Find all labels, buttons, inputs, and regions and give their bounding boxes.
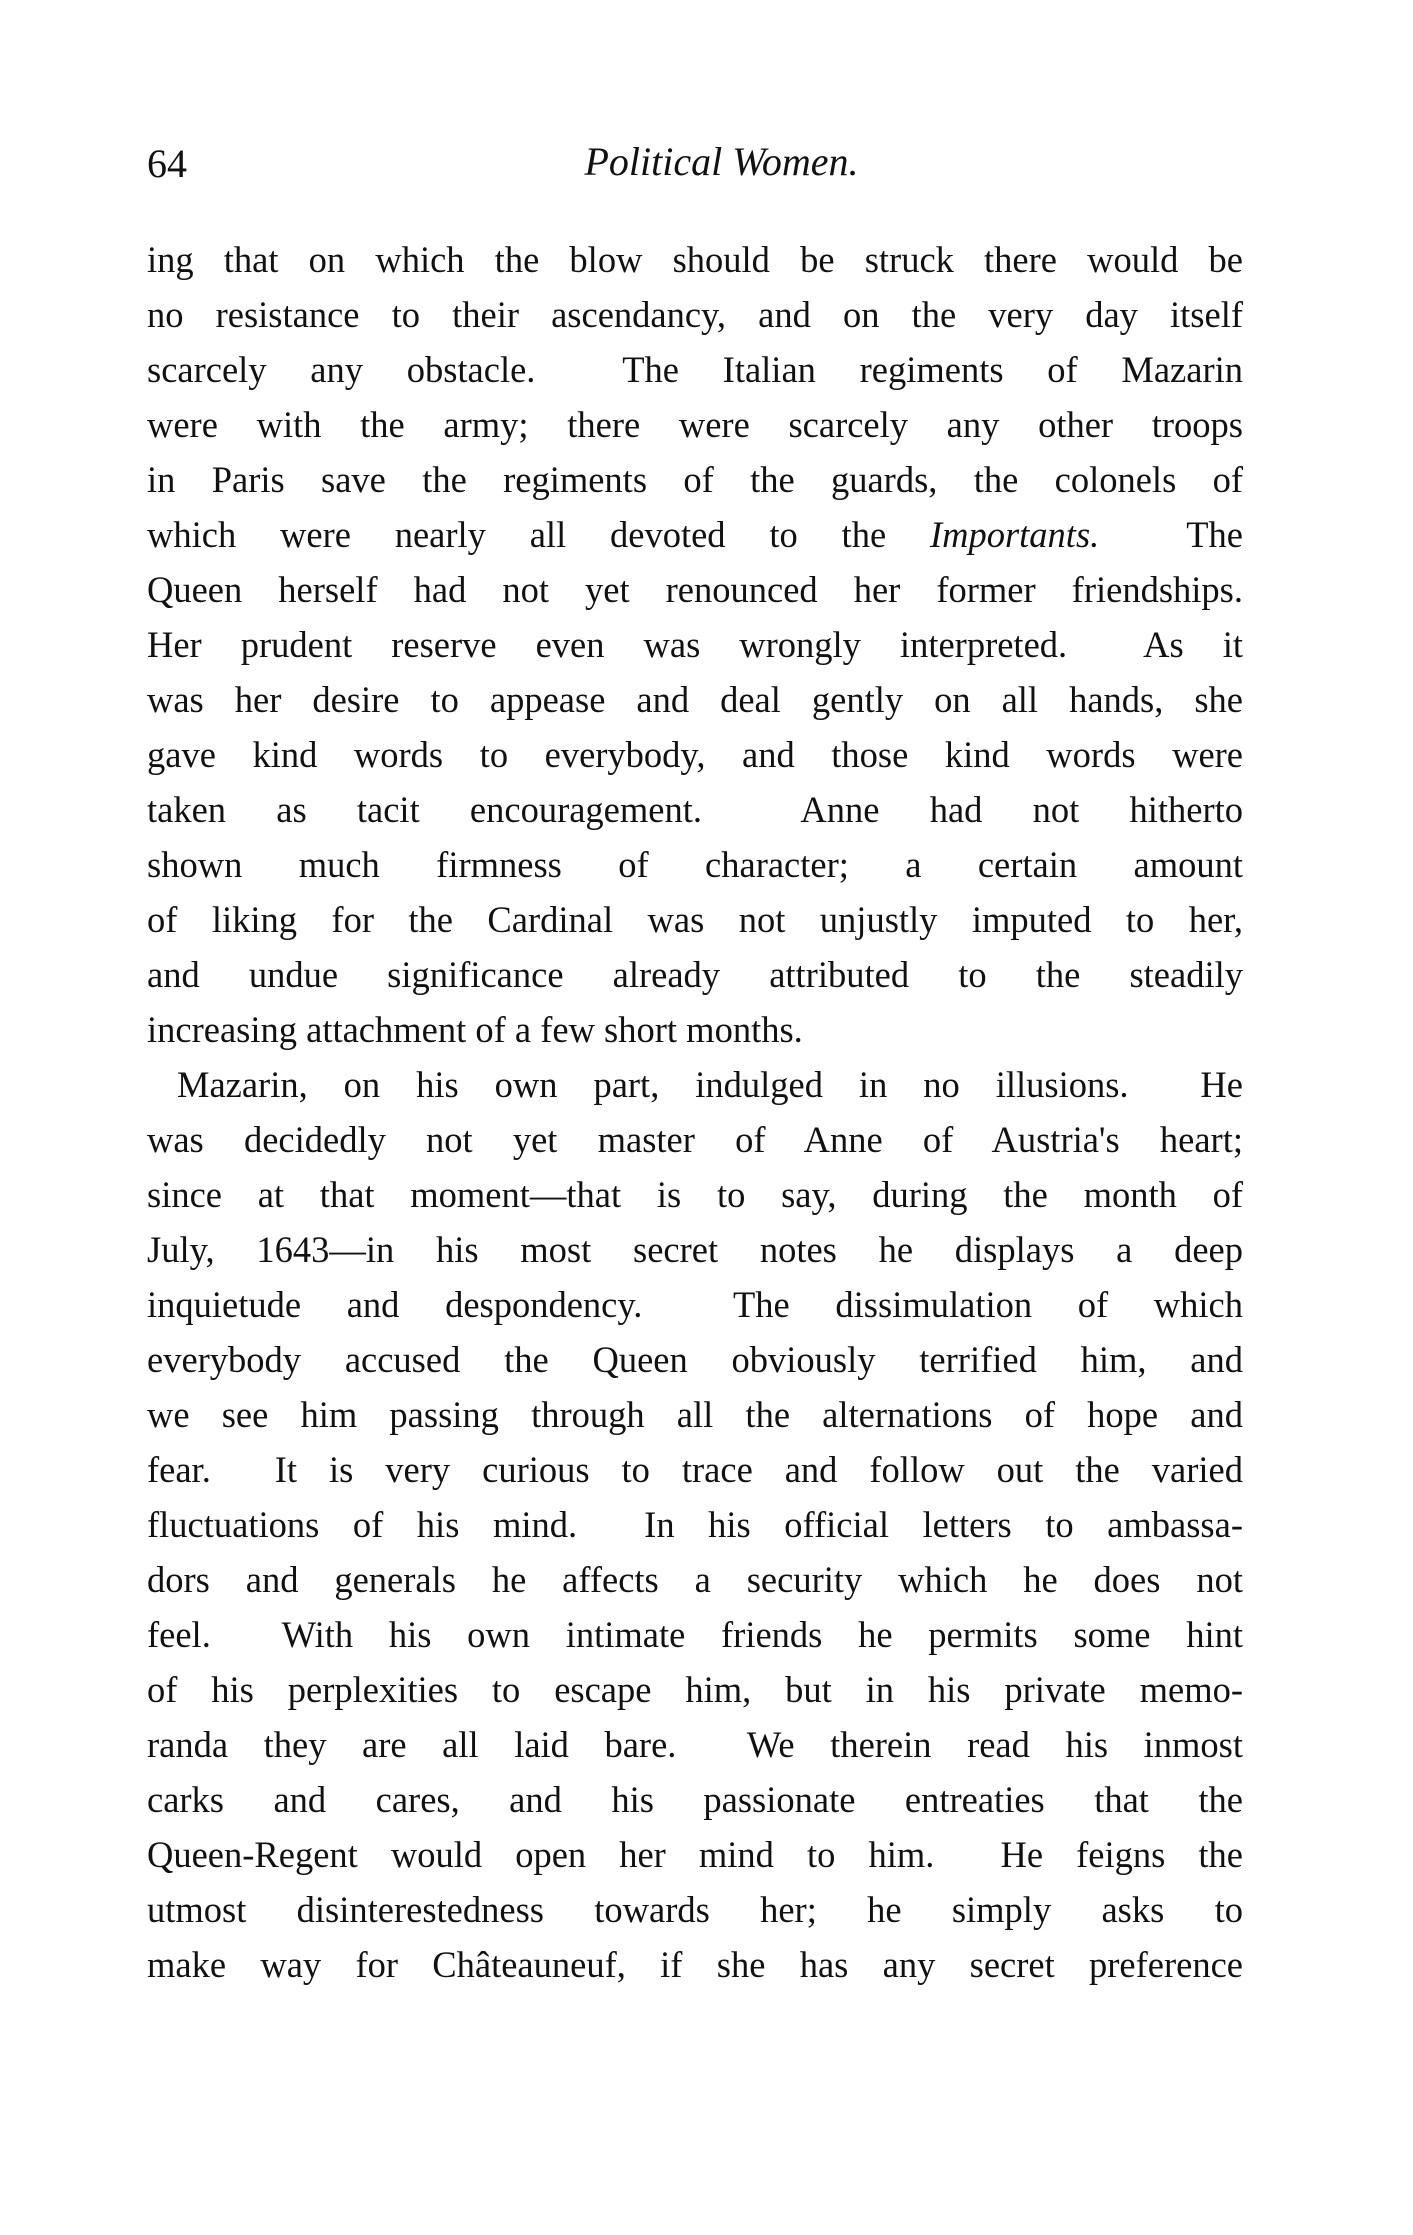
text-line — [147, 947, 1243, 1002]
line-text: The — [1099, 514, 1243, 555]
text-line — [147, 1222, 1243, 1277]
line-text: shown much firmness of character; a certain amount — [147, 844, 1243, 885]
text-line — [147, 397, 1243, 452]
text-line — [147, 782, 1243, 837]
text-line — [147, 1772, 1243, 1827]
italic-term: Importants. — [929, 514, 1100, 555]
line-text: were with the army; there were scarcely any other troops — [147, 404, 1243, 445]
text-line — [147, 232, 1243, 287]
text-line — [147, 452, 1243, 507]
line-text: July, 1643—in his most secret notes he displays a deep — [147, 1229, 1243, 1270]
line-text: everybody accused the Queen obviously terrified him, and — [147, 1339, 1243, 1380]
text-line — [147, 1112, 1243, 1167]
line-text: of his perplexities to escape him, but in his private memo- — [147, 1669, 1243, 1710]
line-text: was her desire to appease and deal gently on all hands, she — [147, 679, 1243, 720]
text-line — [147, 1057, 1243, 1112]
text-line — [147, 287, 1243, 342]
line-text: ing that on which the blow should be struck there would be — [147, 239, 1243, 280]
text-line — [147, 1552, 1243, 1607]
text-line — [147, 1277, 1243, 1332]
text-line — [147, 1662, 1243, 1717]
text-line — [147, 1717, 1243, 1772]
line-text: of liking for the Cardinal was not unjustly imputed to her, — [147, 899, 1243, 940]
line-text: scarcely any obstacle. The Italian regiments of Mazarin — [147, 349, 1243, 390]
text-line — [147, 1497, 1243, 1552]
line-text: Her prudent reserve even was wrongly interpreted. As it — [147, 624, 1243, 665]
text-line — [147, 672, 1243, 727]
text-line — [147, 562, 1243, 617]
line-text: fluctuations of his mind. In his official letters to ambassa- — [147, 1504, 1243, 1545]
text-line — [147, 892, 1243, 947]
text-line — [147, 342, 1243, 397]
line-text: which were nearly all devoted to the — [147, 514, 930, 555]
line-text: Queen herself had not yet renounced her former friendships. — [147, 569, 1243, 610]
text-line — [147, 1332, 1243, 1387]
text-line — [147, 727, 1243, 782]
text-line — [147, 1937, 1243, 1992]
text-line — [147, 1442, 1243, 1497]
line-text: carks and cares, and his passionate entreaties that the — [147, 1779, 1243, 1820]
text-line — [147, 1167, 1243, 1222]
text-line — [147, 1387, 1243, 1442]
text-line — [147, 1002, 1243, 1057]
text-line — [147, 1607, 1243, 1662]
line-text: since at that moment—that is to say, during the month of — [147, 1174, 1243, 1215]
line-text: fear. It is very curious to trace and follow out the varied — [147, 1449, 1243, 1490]
line-text: and undue significance already attributed to the steadily — [147, 954, 1243, 995]
line-text: no resistance to their ascendancy, and on the very day itself — [147, 294, 1243, 335]
line-text: we see him passing through all the alternations of hope and — [147, 1394, 1243, 1435]
line-text: utmost disinterestedness towards her; he simply asks to — [147, 1889, 1243, 1930]
line-text: inquietude and despondency. The dissimulation of which — [147, 1284, 1243, 1325]
line-text: gave kind words to everybody, and those kind words were — [147, 734, 1243, 775]
text-line — [147, 617, 1243, 672]
text-line — [147, 507, 1243, 562]
line-text: was decidedly not yet master of Anne of Austria's heart; — [147, 1119, 1243, 1160]
text-line — [147, 1827, 1243, 1882]
line-text: feel. With his own intimate friends he permits some hint — [147, 1614, 1243, 1655]
line-text: increasing attachment of a few short months. — [147, 1009, 803, 1050]
line-text: dors and generals he affects a security which he does not — [147, 1559, 1243, 1600]
body-text — [147, 232, 1243, 1992]
line-text: Mazarin, on his own part, indulged in no illusions. He — [177, 1064, 1243, 1105]
line-text: in Paris save the regiments of the guards, the colonels of — [147, 459, 1243, 500]
line-text: Queen-Regent would open her mind to him. He feigns the — [147, 1834, 1243, 1875]
text-line — [147, 837, 1243, 892]
line-text: make way for Châteauneuf, if she has any secret preference — [147, 1944, 1243, 1985]
line-text: randa they are all laid bare. We therein read his inmost — [147, 1724, 1243, 1765]
running-title: Political Women. — [584, 139, 859, 184]
text-line — [147, 1882, 1243, 1937]
page-number: 64 — [147, 141, 187, 186]
line-text: taken as tacit encouragement. Anne had not hitherto — [147, 789, 1243, 830]
